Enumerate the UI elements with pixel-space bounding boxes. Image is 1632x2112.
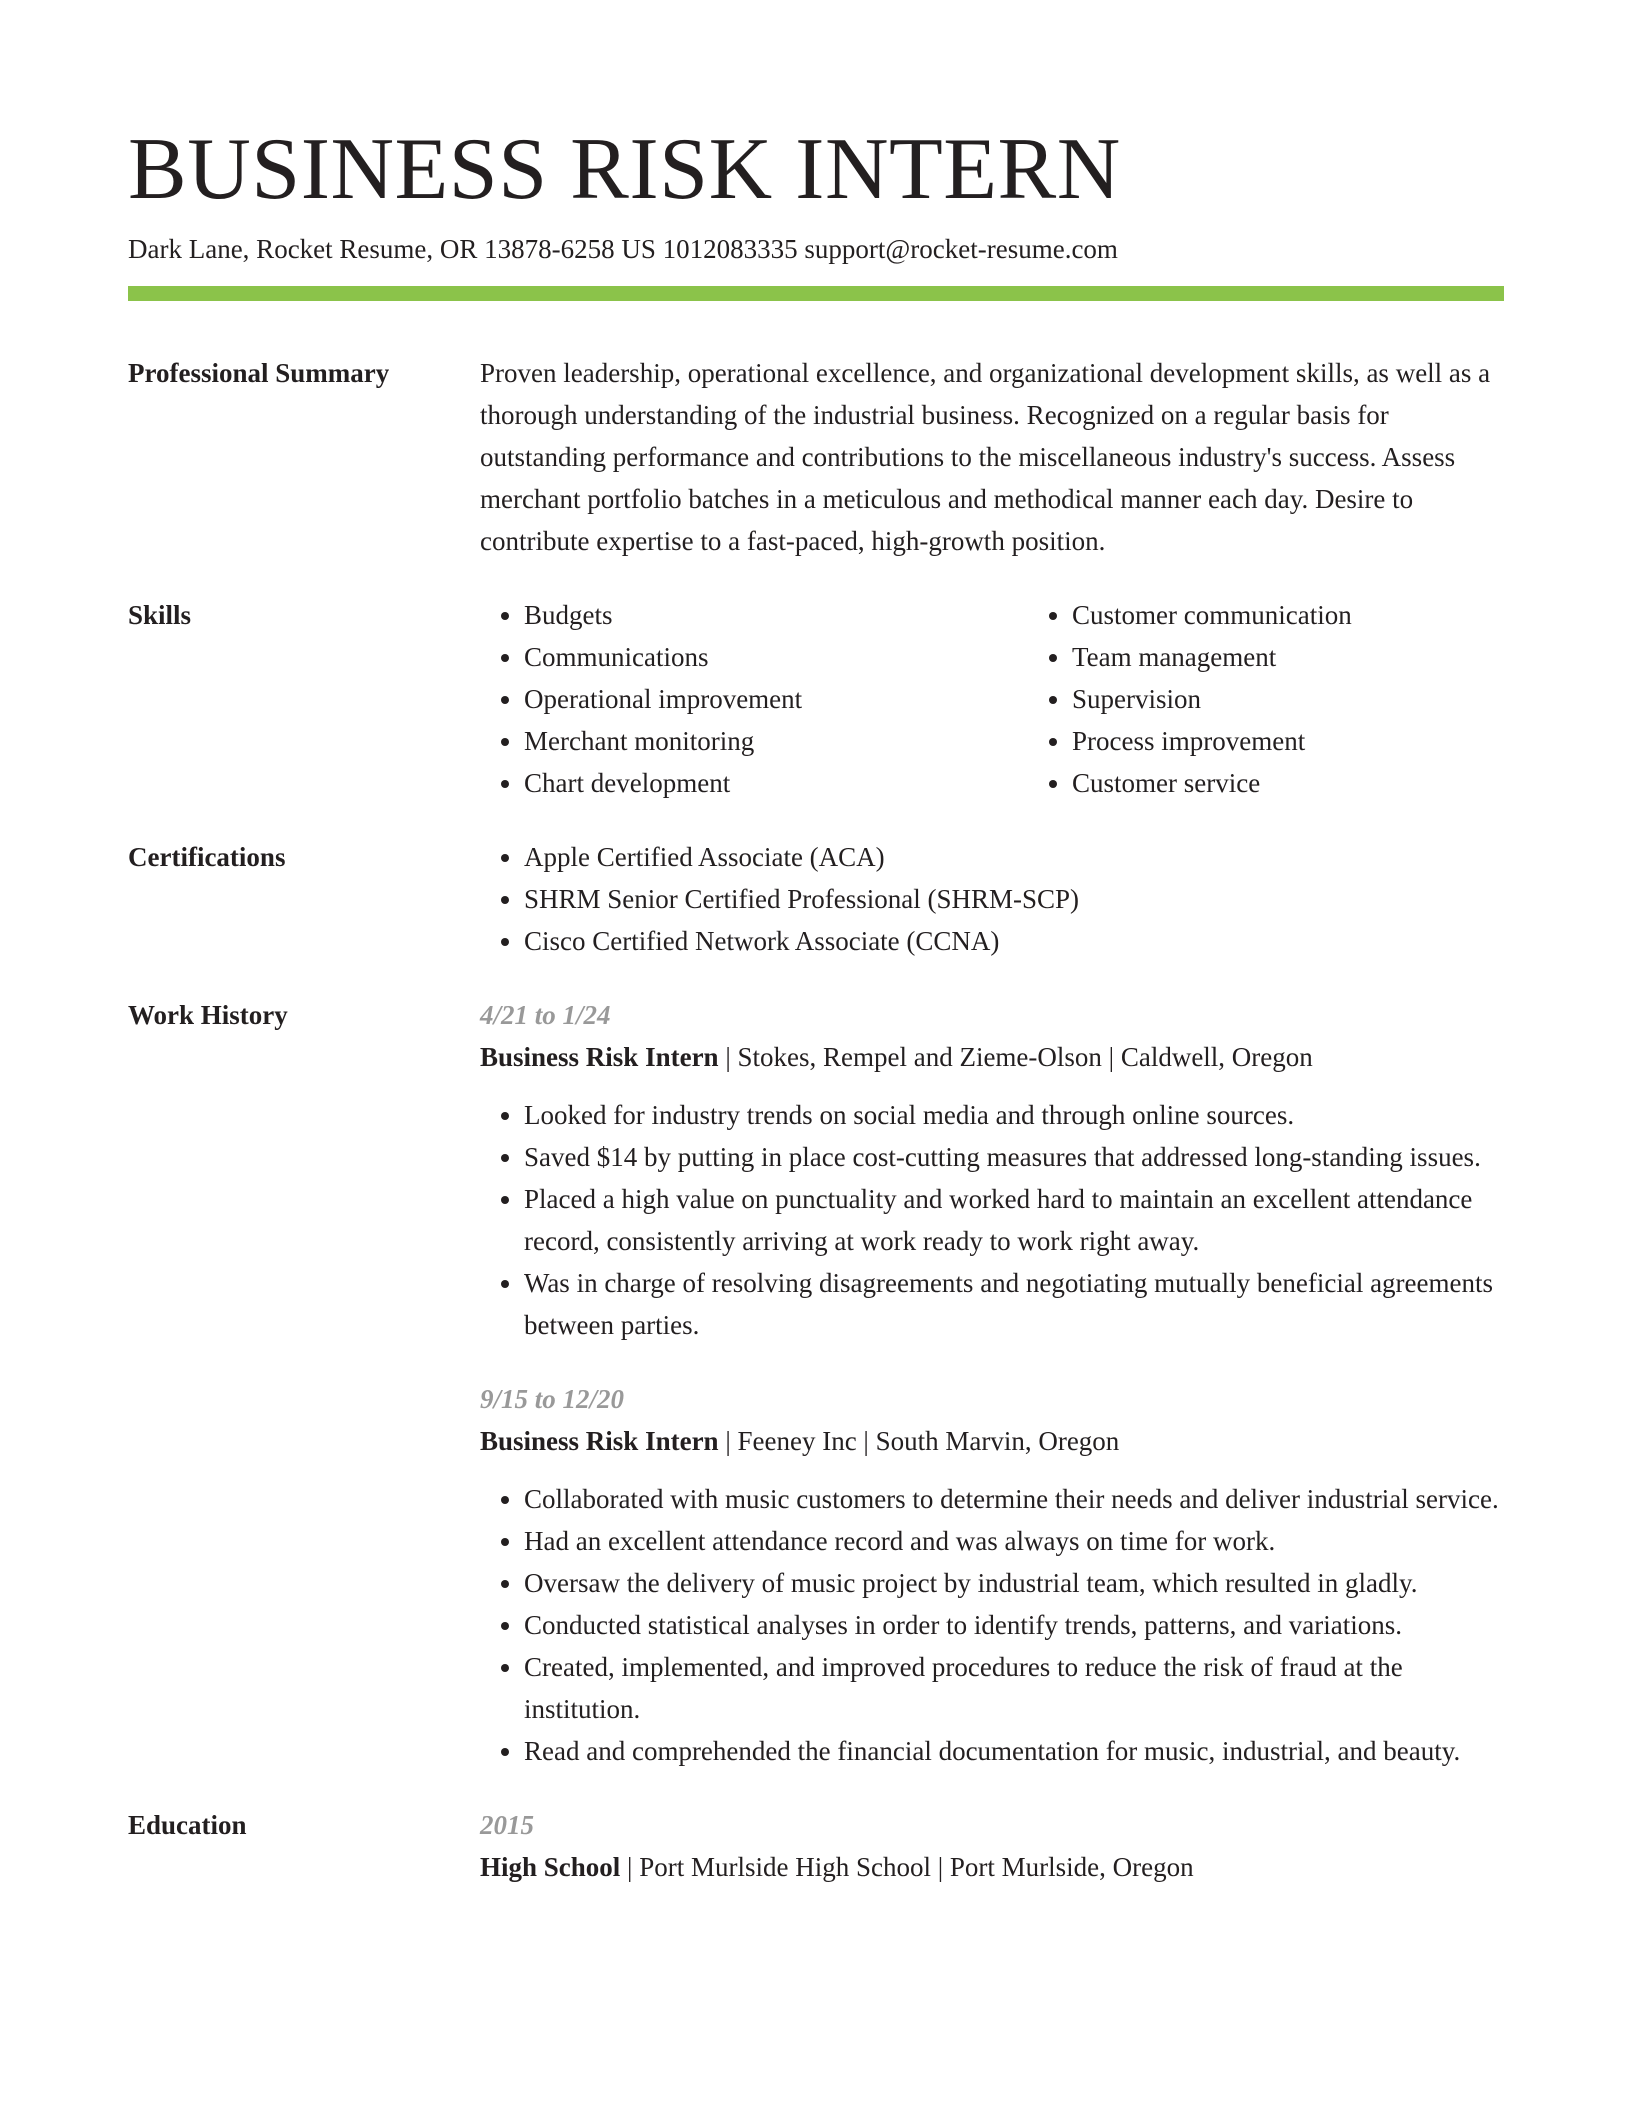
resume-title: BUSINESS RISK INTERN bbox=[128, 121, 1121, 218]
certifications-list bbox=[480, 836, 1504, 962]
section-label-summary: Professional Summary bbox=[128, 358, 390, 388]
job-role: Business Risk Intern bbox=[480, 1426, 719, 1456]
education-year: 2015 bbox=[480, 1810, 534, 1840]
summary-text: Proven leadership, operational excellence, and organizational development skills, as well as a thorough understanding of the industrial business. Recognized on a regular basis for outstanding performance and contributions to the miscellaneous industry's success. Assess merchant portfolio batches in a meticulous and methodical manner each day. Desire to contribute expertise to a fast-paced, high-growth position. bbox=[480, 358, 1491, 556]
job-bullet: • Looked for industry trends on social media and through online sources. bbox=[524, 1094, 1504, 1136]
certifications-body bbox=[480, 836, 1504, 962]
job-bullet: • Was in charge of resolving disagreements and negotiating mutually beneficial agreements between parties. bbox=[524, 1262, 1504, 1346]
job-bullet: • Created, implemented, and improved procedures to reduce the risk of fraud at the institution. bbox=[524, 1646, 1504, 1730]
skill-item: • Budgets bbox=[524, 594, 1028, 636]
section-education bbox=[128, 1804, 1504, 1888]
certification-item: • Apple Certified Associate (ACA) bbox=[524, 836, 1504, 878]
accent-divider bbox=[128, 286, 1504, 301]
job-entry bbox=[480, 1378, 1504, 1772]
skills-body bbox=[480, 594, 1504, 804]
job-bullet: • Conducted statistical analyses in order to identify trends, patterns, and variations. bbox=[524, 1604, 1504, 1646]
section-skills bbox=[128, 594, 1504, 804]
job-bullets bbox=[480, 1094, 1504, 1346]
section-label-education: Education bbox=[128, 1810, 247, 1840]
work-history-body bbox=[480, 994, 1504, 1772]
job-details: | Stokes, Rempel and Zieme-Olson | Caldwell, Oregon bbox=[718, 1042, 1313, 1072]
job-bullet: • Had an excellent attendance record and was always on time for work. bbox=[524, 1520, 1504, 1562]
skills-list-right bbox=[1028, 594, 1576, 804]
skill-item: • Merchant monitoring bbox=[524, 720, 1028, 762]
certification-item: • Cisco Certified Network Associate (CCNA) bbox=[524, 920, 1504, 962]
education-heading bbox=[480, 1846, 1504, 1888]
job-heading bbox=[480, 1036, 1504, 1078]
skills-grid bbox=[480, 594, 1504, 804]
job-bullets bbox=[480, 1478, 1504, 1772]
skill-item: • Process improvement bbox=[1072, 720, 1576, 762]
skill-item: • Operational improvement bbox=[524, 678, 1028, 720]
skills-list-left bbox=[480, 594, 1028, 804]
job-dates: 9/15 to 12/20 bbox=[480, 1384, 625, 1414]
job-heading bbox=[480, 1420, 1504, 1462]
section-certifications bbox=[128, 836, 1504, 962]
section-label-skills: Skills bbox=[128, 600, 192, 630]
job-bullet: • Placed a high value on punctuality and worked hard to maintain an excellent attendance record, consistently arriving at work ready to work right away. bbox=[524, 1178, 1504, 1262]
section-label-certifications: Certifications bbox=[128, 842, 286, 872]
education-details: | Port Murlside High School | Port Murlside, Oregon bbox=[620, 1852, 1194, 1882]
section-work-history bbox=[128, 994, 1504, 1772]
job-bullet: • Read and comprehended the financial documentation for music, industrial, and beauty. bbox=[524, 1730, 1504, 1772]
skill-item: • Chart development bbox=[524, 762, 1028, 804]
job-bullet: • Collaborated with music customers to determine their needs and deliver industrial service. bbox=[524, 1478, 1504, 1520]
section-label-work-history: Work History bbox=[128, 1000, 288, 1030]
job-role: Business Risk Intern bbox=[480, 1042, 719, 1072]
job-dates: 4/21 to 1/24 bbox=[480, 1000, 611, 1030]
education-body bbox=[480, 1804, 1504, 1888]
resume-sections bbox=[128, 352, 1504, 1888]
skill-item: • Team management bbox=[1072, 636, 1576, 678]
job-entry bbox=[480, 994, 1504, 1346]
contact-line: Dark Lane, Rocket Resume, OR 13878-6258 US 1012083335 support@rocket-resume.com bbox=[128, 234, 1118, 264]
education-degree: High School bbox=[480, 1852, 621, 1882]
job-bullet: • Oversaw the delivery of music project by industrial team, which resulted in gladly. bbox=[524, 1562, 1504, 1604]
job-bullet: • Saved $14 by putting in place cost-cutting measures that addressed long-standing issues. bbox=[524, 1136, 1504, 1178]
skill-item: • Communications bbox=[524, 636, 1028, 678]
skill-item: • Supervision bbox=[1072, 678, 1576, 720]
summary-body bbox=[480, 352, 1504, 562]
section-professional-summary bbox=[128, 352, 1504, 562]
skill-item: • Customer service bbox=[1072, 762, 1576, 804]
job-details: | Feeney Inc | South Marvin, Oregon bbox=[718, 1426, 1120, 1456]
skill-item: • Customer communication bbox=[1072, 594, 1576, 636]
certification-item: • SHRM Senior Certified Professional (SHRM-SCP) bbox=[524, 878, 1504, 920]
